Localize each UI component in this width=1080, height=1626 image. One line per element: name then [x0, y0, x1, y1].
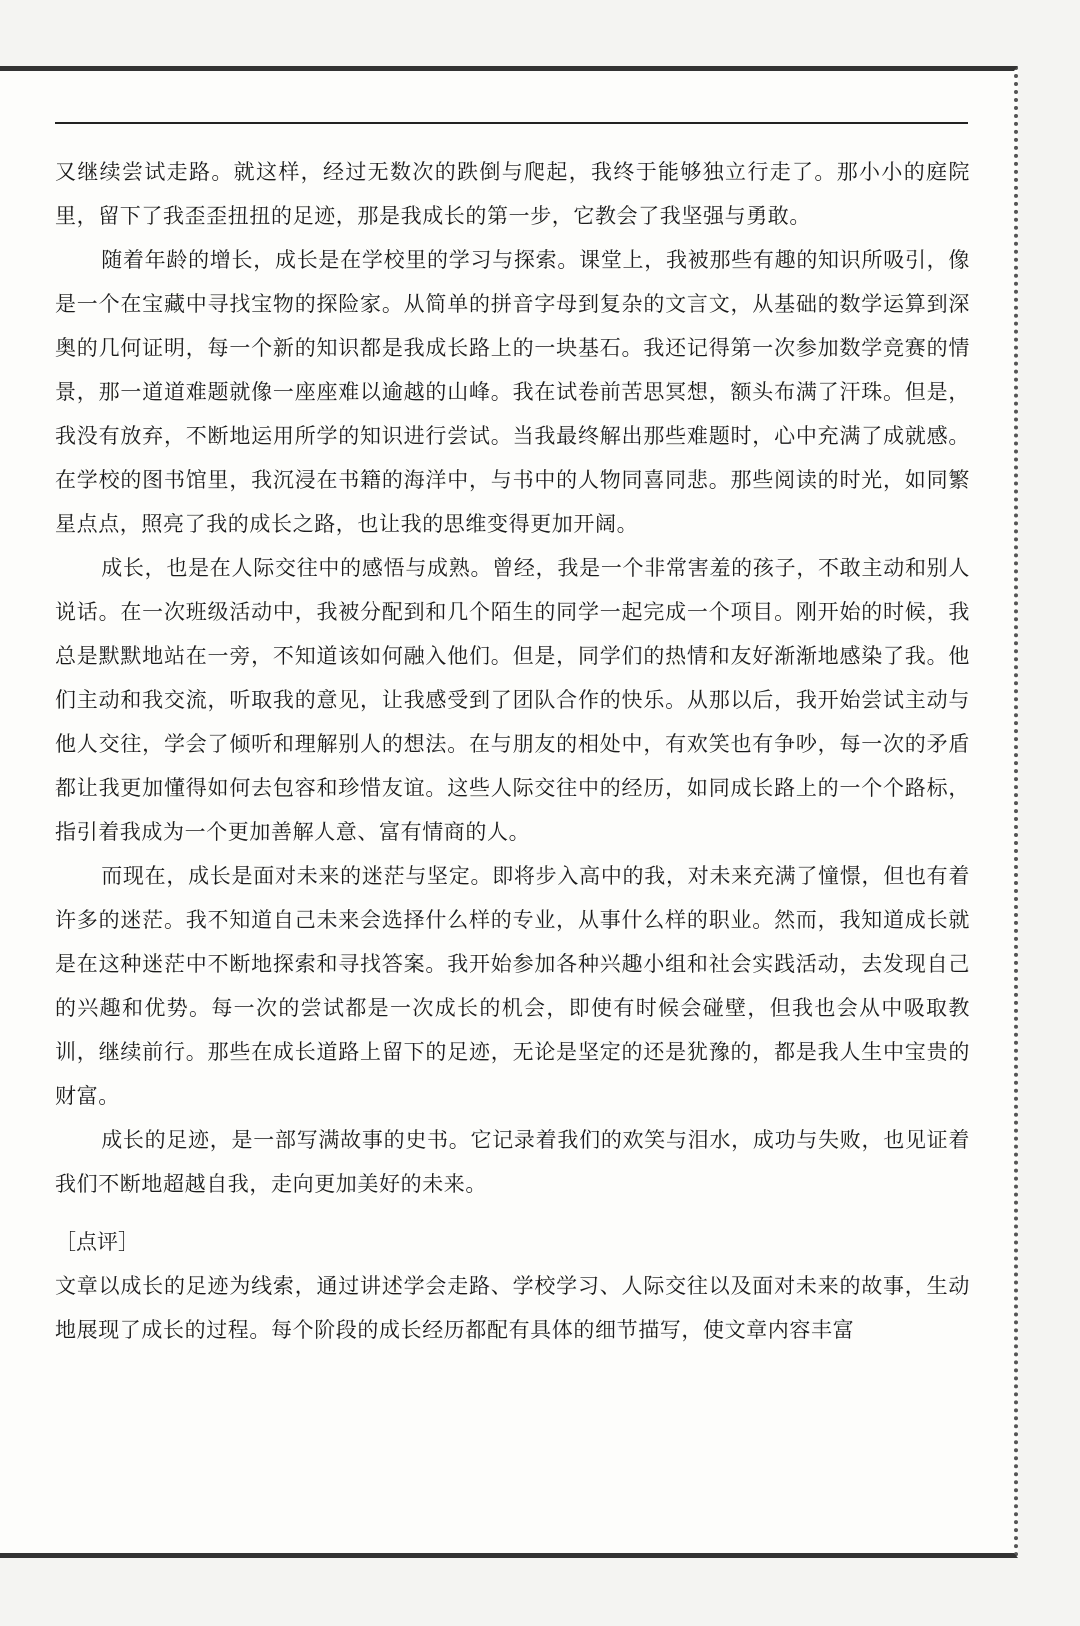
- essay-paragraph-2: 随着年龄的增长，成长是在学校里的学习与探索。课堂上，我被那些有趣的知识所吸引，像是一个在宝藏中寻找宝物的探险家。从简单的拼音字母到复杂的文言文，从基础的数学运算到深奥的几何证明，每一个新的知识都是我成长路上的一块基石。我还记得第一次参加数学竞赛的情景，那一道道难题就像一座座难以逾越的山峰。我在试卷前苦思冥想，额头布满了汗珠。但是，我没有放弃，不断地运用所学的知识进行尝试。当我最终解出那些难题时，心中充满了成就感。在学校的图书馆里，我沉浸在书籍的海洋中，与书中的人物同喜同悲。那些阅读的时光，如同繁星点点，照亮了我的成长之路，也让我的思维变得更加开阔。: [55, 248, 970, 536]
- essay-paragraph-1: 又继续尝试走路。就这样，经过无数次的跌倒与爬起，我终于能够独立行走了。那小小的庭院里，留下了我歪歪扭扭的足迹，那是我成长的第一步，它教会了我坚强与勇敢。: [55, 160, 970, 228]
- essay-paragraph-4: 而现在，成长是面对未来的迷茫与坚定。即将步入高中的我，对未来充满了憧憬，但也有着许多的迷茫。我不知道自己未来会选择什么样的专业，从事什么样的职业。然而，我知道成长就是在这种迷茫中不断地探索和寻找答案。我开始参加各种兴趣小组和社会实践活动，去发现自己的兴趣和优势。每一次的尝试都是一次成长的机会，即使有时候会碰壁，但我也会从中吸取教训，继续前行。那些在成长道路上留下的足迹，无论是坚定的还是犹豫的，都是我人生中宝贵的财富。: [55, 864, 970, 1108]
- page-content: [55, 150, 970, 1352]
- comment-heading: ［点评］: [55, 1230, 139, 1254]
- header-rule: [55, 122, 968, 124]
- essay-paragraph-5: 成长的足迹，是一部写满故事的史书。它记录着我们的欢笑与泪水，成功与失败，也见证着我们不断地超越自我，走向更加美好的未来。: [55, 1128, 970, 1196]
- essay-paragraph-3: 成长，也是在人际交往中的感悟与成熟。曾经，我是一个非常害羞的孩子，不敢主动和别人说话。在一次班级活动中，我被分配到和几个陌生的同学一起完成一个项目。刚开始的时候，我总是默默地站在一旁，不知道该如何融入他们。但是，同学们的热情和友好渐渐地感染了我。他们主动和我交流，听取我的意见，让我感受到了团队合作的快乐。从那以后，我开始尝试主动与他人交往，学会了倾听和理解别人的想法。在与朋友的相处中，有欢笑也有争吵，每一次的矛盾都让我更加懂得如何去包容和珍惜友谊。这些人际交往中的经历，如同成长路上的一个个路标，指引着我成为一个更加善解人意、富有情商的人。: [55, 556, 970, 844]
- comment-text: 文章以成长的足迹为线索，通过讲述学会走路、学校学习、人际交往以及面对未来的故事，生动地展现了成长的过程。每个阶段的成长经历都配有具体的细节描写，使文章内容丰富: [55, 1274, 970, 1342]
